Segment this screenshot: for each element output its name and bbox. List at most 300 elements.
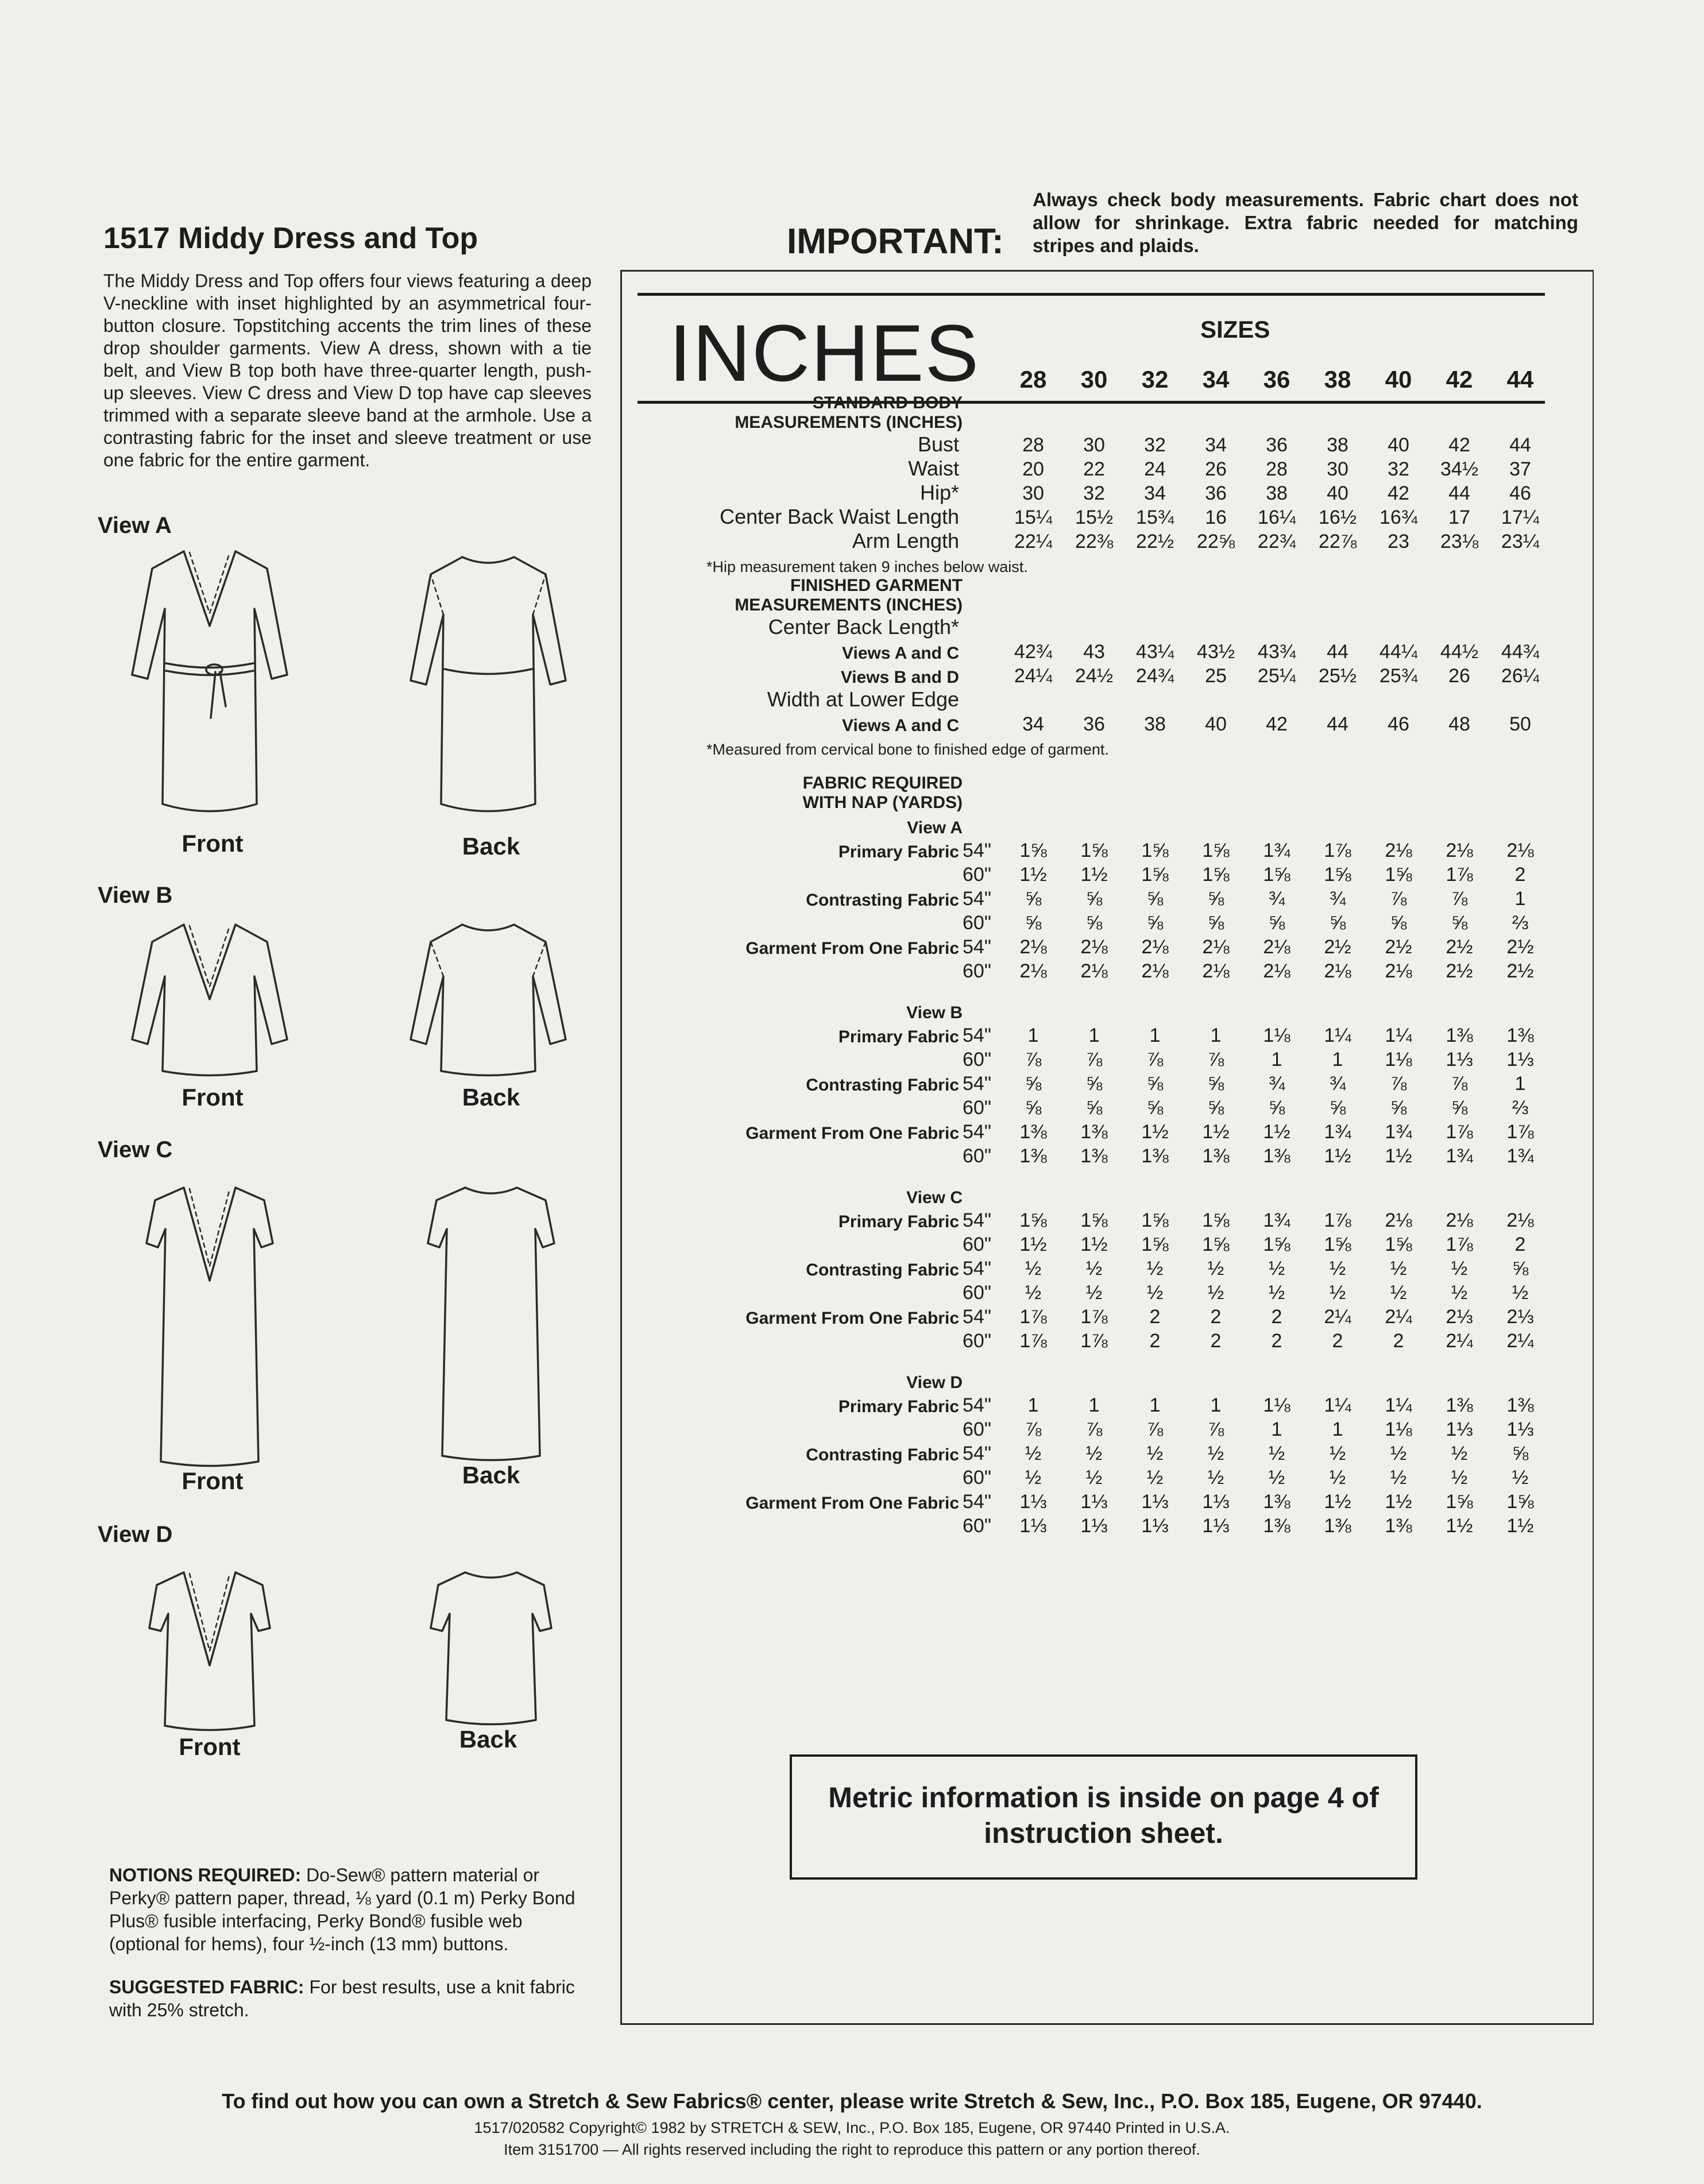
fabric-row-value: 1⅓: [1202, 1515, 1230, 1537]
finished-garment-title: FINISHED GARMENT: [790, 576, 963, 595]
fabric-row-value: ⅞: [1146, 1418, 1164, 1440]
body-row-width: [963, 457, 1003, 481]
fabric-row-value: ½: [1085, 1467, 1103, 1489]
fabric-row-value: ½: [1207, 1467, 1224, 1489]
body-row-value: 17¼: [1501, 507, 1540, 528]
spacer-row: [637, 983, 1551, 998]
fabric-row: [637, 1393, 1551, 1417]
width-lower-edge-label: Width at Lower Edge: [767, 687, 959, 711]
fabric-row-value: ⅞: [1146, 1049, 1164, 1070]
fabric-row-value: ⅞: [1207, 1049, 1224, 1070]
footer-item: Item 3151700 — All rights reserved including the right to reproduce this pattern or any portion thereof.: [504, 2141, 1200, 2158]
view-d-front-caption: Front: [179, 1733, 241, 1760]
fabric-row-width: 60": [963, 1145, 991, 1167]
fabric-row-value: 2⅛: [1141, 936, 1169, 958]
fabric-row-value: ⅔: [1512, 1097, 1529, 1119]
fabric-view-label: View C: [906, 1188, 963, 1207]
finished-garment-title-1: [637, 576, 1551, 596]
fabric-row-value: ⅝: [1268, 1097, 1285, 1119]
cb-length-row-value: 44¾: [1501, 641, 1540, 663]
measurement-chart: [637, 353, 1551, 1552]
body-row-value: 28: [1266, 458, 1288, 480]
fabric-row-width: 54": [963, 1121, 991, 1143]
fabric-row-width: 60": [963, 960, 991, 982]
width-row-label: Views A and C: [842, 716, 959, 735]
body-row-value: 28: [1022, 434, 1044, 456]
fabric-row-value: 1⅜: [1385, 1515, 1412, 1537]
fabric-row-value: 1⅜: [1202, 1145, 1230, 1167]
body-row-value: 26: [1205, 458, 1227, 480]
fabric-row-label: [637, 862, 963, 886]
fabric-row-value: ⅝: [1146, 1073, 1164, 1095]
body-row-value: 30: [1022, 482, 1044, 504]
fabric-row-width: 60": [963, 1330, 991, 1352]
fabric-row-value: 1: [1332, 1418, 1343, 1440]
fabric-view-heading: [637, 998, 1551, 1023]
fabric-row-value: 1½: [1506, 1515, 1534, 1537]
fabric-row-value: 1½: [1019, 1234, 1047, 1255]
fabric-row-value: 1⅓: [1202, 1491, 1230, 1513]
fabric-row-value: 2½: [1506, 936, 1534, 958]
fabric-row-value: ⅞: [1451, 888, 1468, 910]
fabric-row-label: Contrasting Fabric: [806, 1445, 959, 1464]
fabric-row-value: 1⅝: [1080, 840, 1108, 861]
cb-length-row-value: 24½: [1075, 665, 1114, 687]
width-row-value: 38: [1144, 713, 1166, 735]
fabric-view-label: View A: [907, 818, 963, 837]
fabric-row-value: 1¾: [1446, 1145, 1473, 1167]
fabric-row: [637, 1119, 1551, 1143]
fabric-row-value: 1⅞: [1446, 1234, 1473, 1255]
fabric-row-label: Garment From One Fabric: [745, 1494, 959, 1513]
fabric-row-value: 1⅝: [1446, 1491, 1473, 1513]
fabric-row-value: ½: [1207, 1258, 1224, 1280]
body-row-value: 15¼: [1014, 507, 1053, 528]
fabric-row-value: ½: [1451, 1467, 1468, 1489]
fabric-row-value: 1⅜: [1263, 1145, 1290, 1167]
fabric-row-value: ⅝: [1025, 888, 1042, 910]
fabric-row-value: 1⅞: [1446, 864, 1473, 886]
width-row-value: 40: [1205, 713, 1227, 735]
fabric-row-value: ⅝: [1146, 1097, 1164, 1119]
fabric-row-value: 1½: [1080, 1234, 1108, 1255]
body-row: [637, 432, 1551, 457]
body-row-value: 22: [1083, 458, 1105, 480]
pattern-description: The Middy Dress and Top offers four views featuring a deep V-neckline with inset highlighted by an asymmetrical four-button closure. Topstitching accents the trim lines of these drop shoulder garments. View A dress, shown with a tie belt, and View B top both have three-quarter length, push-up sleeves. View C dress and View D top have cap sleeves trimmed with a separate sleeve band at the armhole. Use a contrasting fabric for the inset and sleeve treatment or use one fabric for the entire garment.: [103, 270, 592, 470]
footer-main: To find out how you can own a Stretch & Sew Fabrics® center, please write Stretch & Sew, Inc., P.O. Box 185, Eugene, OR 97440.: [222, 2089, 1482, 2113]
fabric-row-value: ⅝: [1451, 1097, 1468, 1119]
fabric-row-label: [637, 1047, 963, 1071]
fabric-row-value: ½: [1329, 1258, 1346, 1280]
fabric-row-value: ⅝: [1025, 912, 1042, 934]
fabric-row-value: 2⅛: [1019, 960, 1047, 982]
fabric-row-value: 1⅝: [1141, 840, 1169, 861]
width-row-value: 46: [1388, 713, 1409, 735]
fabric-row: [637, 838, 1551, 862]
standard-body-title-2: [637, 413, 1551, 432]
fabric-row-value: 1⅜: [1506, 1025, 1534, 1046]
cb-length-row-value: 44¼: [1379, 641, 1418, 663]
size-32: 32: [1141, 366, 1169, 393]
fabric-row-value: 1⅜: [1263, 1491, 1290, 1513]
body-row-value: 22¼: [1014, 531, 1053, 552]
cb-length-row-value: 25½: [1318, 665, 1357, 687]
hip-note: [637, 553, 1551, 576]
view-b-label: View B: [98, 883, 173, 908]
fabric-row-value: 1½: [1141, 1121, 1169, 1143]
body-row-value: 42: [1388, 482, 1409, 504]
pattern-title: 1517 Middy Dress and Top: [103, 222, 478, 255]
fabric-row-value: 1⅞: [1506, 1121, 1534, 1143]
fabric-row-label: Contrasting Fabric: [806, 1261, 959, 1280]
body-row-value: 20: [1022, 458, 1044, 480]
fabric-row-width: 60": [963, 1467, 991, 1489]
fabric-row-value: 2: [1393, 1330, 1404, 1352]
fabric-row-value: ½: [1085, 1443, 1103, 1464]
fabric-row-value: 2: [1514, 1234, 1526, 1255]
fabric-row-value: 1⅝: [1202, 1209, 1230, 1231]
fabric-row-value: 1½: [1385, 1491, 1412, 1513]
fabric-row-value: ⅝: [1207, 912, 1224, 934]
fabric-row-value: ⅝: [1146, 912, 1164, 934]
chart-top-rule: [637, 293, 1545, 296]
body-row-width: [963, 481, 1003, 505]
fabric-row-value: 1½: [1446, 1515, 1473, 1537]
body-row-value: 15½: [1075, 507, 1114, 528]
fabric-row-value: 1⅝: [1324, 864, 1351, 886]
fabric-row-width: 60": [963, 912, 991, 934]
sizes-row: [637, 353, 1551, 393]
size-36: 36: [1263, 366, 1290, 393]
cb-length-row-label: Views A and C: [842, 644, 959, 663]
fabric-row-value: 2½: [1446, 960, 1473, 982]
standard-body-title: STANDARD BODY: [812, 393, 963, 412]
suggested-text: For best results, use a knit fabric with 25% stretch.: [109, 1977, 575, 2020]
fabric-row-value: ⅝: [1268, 912, 1285, 934]
fabric-row-value: ½: [1390, 1443, 1407, 1464]
width-row-value: 34: [1022, 713, 1044, 735]
view-a-back-illustration: [408, 551, 569, 833]
fabric-row-width: 54": [963, 1306, 991, 1328]
metric-info-box: [790, 1754, 1417, 1880]
body-row-value: 38: [1266, 482, 1288, 504]
cb-length-row-value: 25¼: [1257, 665, 1296, 687]
fabric-row-value: ½: [1085, 1258, 1103, 1280]
fabric-row-width: 60": [963, 1282, 991, 1304]
fabric-row: [637, 862, 1551, 886]
finished-garment-title: MEASUREMENTS (INCHES): [735, 596, 963, 614]
fabric-row-value: ¾: [1268, 1073, 1285, 1095]
fabric-row-label: Primary Fabric: [838, 1212, 959, 1231]
view-b-back-illustration: [408, 919, 569, 1080]
notions-lead: NOTIONS REQUIRED:: [109, 1865, 302, 1885]
body-row-value: 16¾: [1379, 507, 1418, 528]
fabric-row-value: ½: [1025, 1467, 1042, 1489]
fabric-row-value: 1⅛: [1385, 1418, 1412, 1440]
fabric-row-value: 1: [1088, 1025, 1100, 1046]
fabric-row-value: 1½: [1385, 1145, 1412, 1167]
fabric-row-value: 2: [1149, 1330, 1161, 1352]
fabric-row: [637, 1232, 1551, 1256]
fabric-row-value: ½: [1146, 1443, 1164, 1464]
fabric-row-value: 2: [1271, 1330, 1282, 1352]
fabric-row-value: 1⅝: [1385, 1234, 1412, 1255]
notions-text: Do-Sew® pattern material or Perky® pattern paper, thread, ⅛ yard (0.1 m) Perky Bond Plus® fusible interfacing, Perky Bond® fusible web (optional for hems), four ½-inch (13 mm) buttons.: [109, 1865, 575, 1954]
body-row-value: 32: [1083, 482, 1105, 504]
fabric-row-value: ⅝: [1207, 1073, 1224, 1095]
fabric-row-label: Contrasting Fabric: [806, 1076, 959, 1095]
fabric-row-width: 54": [963, 1258, 991, 1280]
fabric-row-value: ⅝: [1512, 1443, 1529, 1464]
fabric-row-value: ¾: [1329, 888, 1346, 910]
spacer-row: [637, 1168, 1551, 1182]
view-a-front-caption: Front: [181, 830, 244, 857]
important-label: IMPORTANT:: [787, 222, 1004, 261]
fabric-row-value: 1⅓: [1141, 1515, 1169, 1537]
fabric-row-value: 1⅝: [1141, 864, 1169, 886]
fabric-row: [637, 1095, 1551, 1119]
cb-length-row-value: 43: [1083, 641, 1105, 663]
fabric-row-label: [637, 1280, 963, 1304]
body-row-width: [963, 529, 1003, 553]
fabric-row-width: 60": [963, 1049, 991, 1070]
fabric-row-value: 1⅜: [1446, 1394, 1473, 1416]
fabric-row-label: Primary Fabric: [838, 1027, 959, 1046]
fabric-row-value: ½: [1329, 1443, 1346, 1464]
fabric-row-value: ½: [1025, 1443, 1042, 1464]
body-row-value: 36: [1205, 482, 1227, 504]
fabric-row-value: 2⅓: [1446, 1306, 1473, 1328]
fabric-row-value: ⅝: [1451, 912, 1468, 934]
fabric-row-value: ½: [1451, 1443, 1468, 1464]
fabric-row-value: 2½: [1506, 960, 1534, 982]
fabric-row-value: 1: [1149, 1025, 1161, 1046]
fabric-row-label: Primary Fabric: [838, 842, 959, 861]
fabric-row-value: 2⅛: [1202, 960, 1230, 982]
fabric-row-width: 54": [963, 1073, 991, 1095]
fabric-row-value: 1⅝: [1141, 1209, 1169, 1231]
fabric-row-value: 1⅞: [1446, 1121, 1473, 1143]
cb-length-row-value: 24¼: [1014, 665, 1053, 687]
fabric-row-label: Primary Fabric: [838, 1397, 959, 1416]
body-row-value: 32: [1144, 434, 1166, 456]
fabric-row-value: ⅞: [1085, 1049, 1103, 1070]
fabric-row-value: ½: [1268, 1467, 1285, 1489]
fabric-row: [637, 1047, 1551, 1071]
fabric-row-value: 1¼: [1324, 1394, 1351, 1416]
fabric-row-value: 2⅓: [1506, 1306, 1534, 1328]
fabric-view-label: View B: [906, 1003, 963, 1022]
fabric-row: [637, 1280, 1551, 1304]
fabric-row-value: 1⅓: [1506, 1049, 1534, 1070]
body-row-value: 16: [1205, 507, 1227, 528]
fabric-row-value: ½: [1207, 1443, 1224, 1464]
cb-length-row-value: 25: [1205, 665, 1227, 687]
fabric-row-value: ½: [1451, 1282, 1468, 1304]
fabric-row-width: 54": [963, 888, 991, 910]
spacer-row: [637, 1537, 1551, 1552]
fabric-row-width: 54": [963, 1443, 991, 1464]
fabric-row-width: 60": [963, 1515, 991, 1537]
body-row-value: 44: [1448, 482, 1470, 504]
fabric-row: [637, 886, 1551, 910]
fabric-row-value: 2½: [1385, 936, 1412, 958]
fabric-row-value: 2⅛: [1506, 840, 1534, 861]
fabric-row-value: ⅞: [1451, 1073, 1468, 1095]
body-row-value: 23⅛: [1440, 531, 1479, 552]
finished-garment-title-2: [637, 596, 1551, 615]
cervical-note: [637, 736, 1551, 759]
fabric-row-value: 1⅓: [1446, 1418, 1473, 1440]
view-b-front-illustration: [129, 919, 290, 1080]
fabric-view-heading: [637, 813, 1551, 838]
fabric-row-value: 1⅓: [1019, 1491, 1047, 1513]
fabric-row-value: ½: [1268, 1282, 1285, 1304]
fabric-row-value: ½: [1512, 1467, 1529, 1489]
fabric-row-value: 1: [1514, 888, 1526, 910]
fabric-row: [637, 1417, 1551, 1441]
body-row-value: 15¾: [1135, 507, 1174, 528]
body-row-value: 22⅝: [1196, 531, 1235, 552]
fabric-row-value: 1⅓: [1080, 1515, 1108, 1537]
size-42: 42: [1446, 366, 1473, 393]
body-row-value: 36: [1266, 434, 1288, 456]
hip-note-text: *Hip measurement taken 9 inches below waist.: [706, 558, 1028, 575]
cb-length-row-value: 42¾: [1014, 641, 1053, 663]
fabric-row-value: ⅞: [1025, 1418, 1042, 1440]
fabric-required-title: WITH NAP (YARDS): [802, 793, 963, 812]
fabric-row-value: 1⅜: [1019, 1121, 1047, 1143]
fabric-row-value: ¾: [1329, 1073, 1346, 1095]
footer-copyright: 1517/020582 Copyright© 1982 by STRETCH & SEW, Inc., P.O. Box 185, Eugene, OR 97440 Printed in U.S.A.: [474, 2119, 1230, 2136]
fabric-row-value: 2⅛: [1385, 960, 1412, 982]
fabric-row-value: 1⅞: [1080, 1306, 1108, 1328]
fabric-row-value: 2¼: [1506, 1330, 1534, 1352]
body-row-value: 46: [1509, 482, 1531, 504]
width-lower-edge: [637, 687, 1551, 712]
suggested-fabric: [109, 1976, 597, 2021]
fabric-row-value: 2⅛: [1385, 840, 1412, 861]
fabric-row-value: ½: [1390, 1258, 1407, 1280]
body-row-value: 38: [1327, 434, 1348, 456]
fabric-row-value: 1: [1027, 1394, 1039, 1416]
fabric-row: [637, 1489, 1551, 1513]
fabric-row-width: 60": [963, 1234, 991, 1255]
body-row-value: 40: [1388, 434, 1409, 456]
cb-length-row-width: [963, 639, 1003, 663]
fabric-row-label: [637, 958, 963, 983]
fabric-row-value: 2¼: [1324, 1306, 1351, 1328]
fabric-row-value: 1¾: [1506, 1145, 1534, 1167]
body-row-value: 22½: [1135, 531, 1174, 552]
fabric-row-label: [637, 1465, 963, 1489]
fabric-row-value: 2⅛: [1446, 840, 1473, 861]
size-38: 38: [1324, 366, 1351, 393]
size-40: 40: [1385, 366, 1412, 393]
cb-length-row-value: 26¼: [1501, 665, 1540, 687]
fabric-row-width: 54": [963, 936, 991, 958]
fabric-row-value: 1: [1271, 1418, 1282, 1440]
fabric-row-value: 1⅜: [1506, 1394, 1534, 1416]
fabric-row-value: ⅞: [1207, 1418, 1224, 1440]
fabric-row-value: 2⅛: [1385, 1209, 1412, 1231]
fabric-row-value: 1: [1027, 1025, 1039, 1046]
fabric-row-value: 2⅛: [1080, 960, 1108, 982]
body-row-value: 34: [1144, 482, 1166, 504]
body-row-value: 34: [1205, 434, 1227, 456]
fabric-row-value: 1⅝: [1019, 840, 1047, 861]
fabric-row-width: 54": [963, 1394, 991, 1416]
fabric-row-value: ½: [1329, 1467, 1346, 1489]
fabric-row-value: 2⅛: [1263, 960, 1290, 982]
fabric-row-value: 2⅛: [1324, 960, 1351, 982]
view-c-front-illustration: [144, 1183, 276, 1470]
fabric-row-value: 2: [1514, 864, 1526, 886]
fabric-row-value: 1⅝: [1080, 1209, 1108, 1231]
fabric-row-width: 54": [963, 840, 991, 861]
body-row-value: 30: [1327, 458, 1348, 480]
fabric-row-value: ⅝: [1390, 912, 1407, 934]
body-row-value: 32: [1388, 458, 1409, 480]
cb-length-row-value: 44½: [1440, 641, 1479, 663]
cb-length-row-value: 43¾: [1257, 641, 1296, 663]
body-row-width: [963, 432, 1003, 457]
width-row-value: 48: [1448, 713, 1470, 735]
fabric-row-label: [637, 1232, 963, 1256]
center-back-length: [637, 615, 1551, 639]
body-row: [637, 529, 1551, 553]
body-row-value: 44: [1509, 434, 1531, 456]
fabric-row: [637, 1256, 1551, 1280]
fabric-row-value: 1¾: [1263, 840, 1290, 861]
suggested-lead: SUGGESTED FABRIC:: [109, 1977, 304, 1997]
fabric-row-value: 1⅞: [1019, 1306, 1047, 1328]
fabric-row-value: 1½: [1080, 864, 1108, 886]
fabric-row-value: ⅝: [1085, 1073, 1103, 1095]
fabric-row: [637, 1465, 1551, 1489]
width-row-value: 50: [1509, 713, 1531, 735]
fabric-row-label: [637, 1328, 963, 1352]
cb-length-row-width: [963, 663, 1003, 687]
cb-length-row-value: 24¾: [1135, 665, 1174, 687]
view-c-back-caption: Back: [462, 1462, 520, 1489]
cb-length-row-value: 44: [1327, 641, 1348, 663]
fabric-row-value: ½: [1146, 1282, 1164, 1304]
fabric-row-label: Garment From One Fabric: [745, 1124, 959, 1143]
width-row-width: [963, 712, 1003, 736]
body-row: [637, 457, 1551, 481]
body-row-label: Waist: [908, 457, 959, 480]
standard-body-title-1: [637, 393, 1551, 413]
fabric-row-value: 1⅞: [1080, 1330, 1108, 1352]
fabric-row-value: 1⅜: [1080, 1121, 1108, 1143]
fabric-required-title-2: [637, 793, 1551, 813]
fabric-row-value: ½: [1329, 1282, 1346, 1304]
sizes-heading: SIZES: [1200, 316, 1270, 343]
fabric-row-label: Contrasting Fabric: [806, 891, 959, 910]
cb-length-row: [637, 639, 1551, 663]
fabric-row-value: ½: [1207, 1282, 1224, 1304]
fabric-row-label: [637, 1143, 963, 1168]
fabric-row-value: 2¼: [1385, 1306, 1412, 1328]
fabric-row-value: 2⅛: [1080, 936, 1108, 958]
fabric-row-value: 1⅓: [1080, 1491, 1108, 1513]
body-row-value: 23: [1388, 531, 1409, 552]
fabric-row-value: ⅞: [1025, 1049, 1042, 1070]
fabric-row-value: 1¾: [1263, 1209, 1290, 1231]
fabric-row-value: ½: [1268, 1443, 1285, 1464]
center-back-length-label: Center Back Length*: [768, 615, 959, 639]
